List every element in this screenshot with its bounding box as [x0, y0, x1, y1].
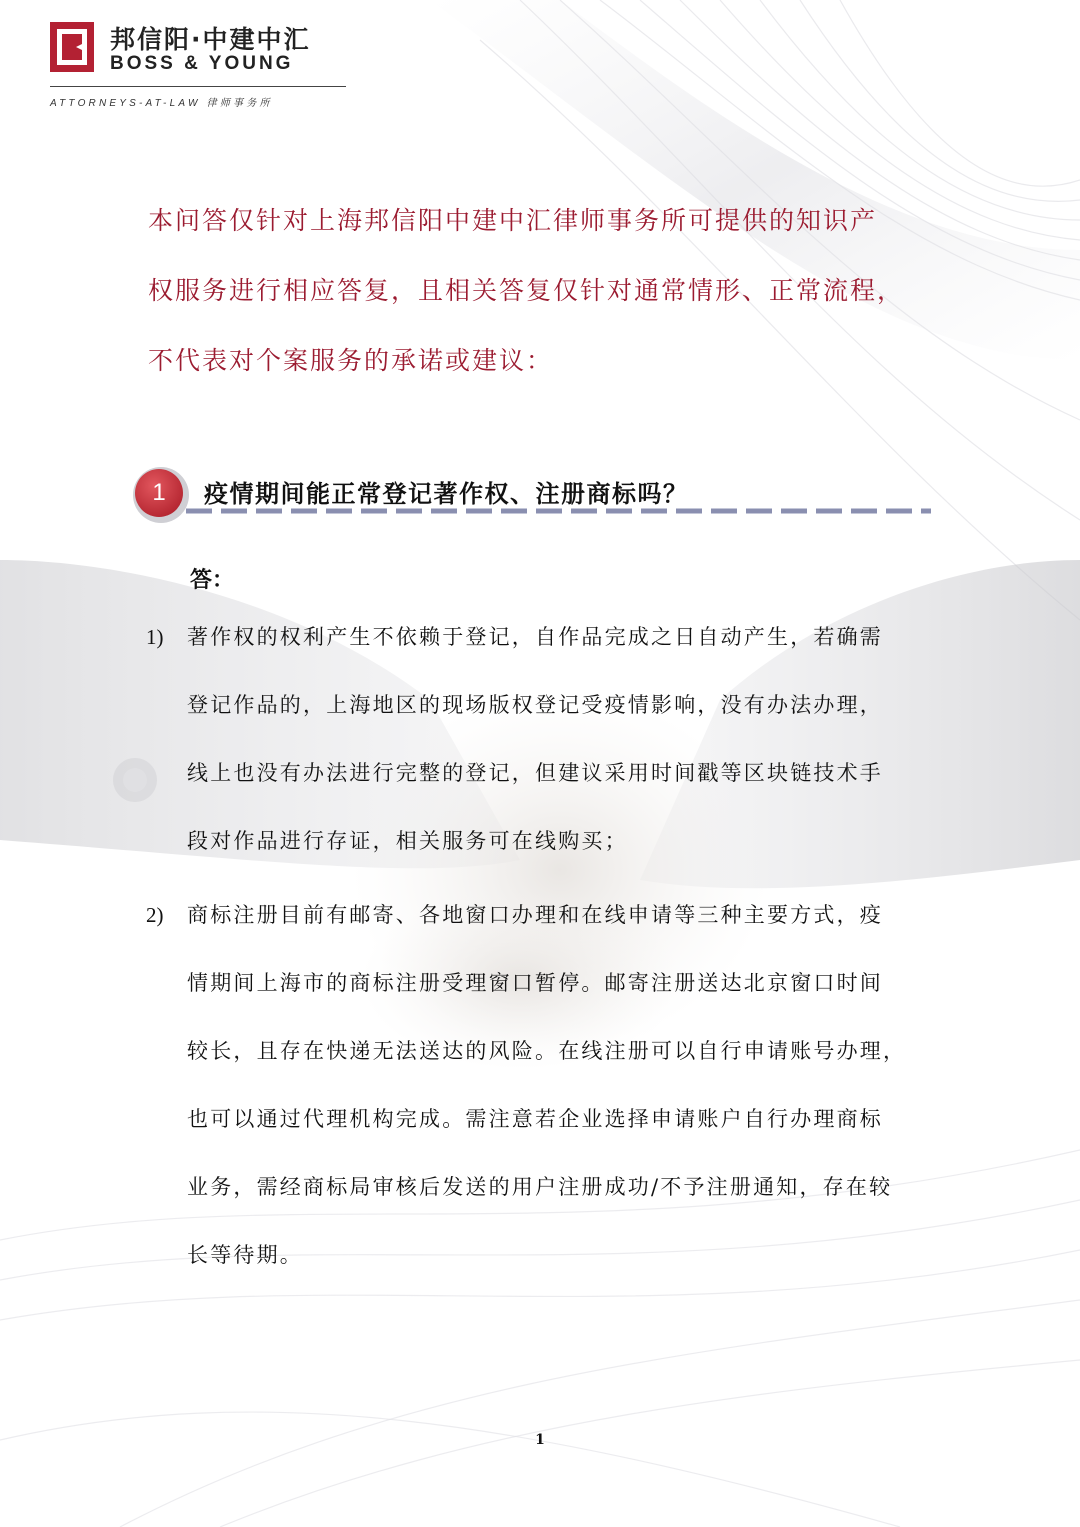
- answer-label: 答：: [190, 567, 235, 593]
- answer-line: 商标注册目前有邮寄、各地窗口办理和在线申请等三种主要方式，疫: [187, 903, 883, 927]
- disclaimer-line: 不代表对个案服务的承诺或建议：: [148, 346, 554, 375]
- firm-subtitle: ATTORNEYS-AT-LAW 律师事务所: [50, 98, 273, 109]
- answer-line: 著作权的权利产生不依赖于登记，自作品完成之日自动产生，若确需: [187, 625, 883, 649]
- answer-line: 长等待期。: [187, 1243, 303, 1267]
- answer-line: 业务，需经商标局审核后发送的用户注册成功/不予注册通知，存在较: [187, 1175, 893, 1199]
- disclaimer-paragraph: [148, 186, 948, 396]
- answer-line: 线上也没有办法进行完整的登记，但建议采用时间戳等区块链技术手: [187, 761, 883, 785]
- answer-line: 登记作品的，上海地区的现场版权登记受疫情影响，没有办法办理，: [187, 693, 883, 717]
- list-marker: 1): [146, 625, 164, 649]
- answer-line: 情期间上海市的商标注册受理窗口暂停。邮寄注册送达北京窗口时间: [187, 971, 883, 995]
- answer-line: 段对作品进行存证，相关服务可在线购买；: [187, 829, 628, 853]
- answer-line: 较长，且存在快递无法送达的风险。在线注册可以自行申请账号办理，: [187, 1039, 907, 1063]
- question-number: 1: [152, 479, 166, 506]
- list-marker: 2): [146, 903, 164, 927]
- answer-item: [146, 881, 946, 1289]
- answer-item: [146, 603, 946, 875]
- disclaimer-line: 本问答仅针对上海邦信阳中建中汇律师事务所可提供的知识产: [148, 206, 878, 235]
- page-number: 1: [535, 1432, 545, 1448]
- logo-divider: [50, 86, 346, 87]
- firm-name-english: BOSS & YOUNG: [110, 53, 294, 74]
- question-title: 疫情期间能正常登记著作权、注册商标吗？: [204, 479, 689, 508]
- firm-logo-icon: [50, 22, 94, 72]
- firm-name-chinese: 邦信阳·中建中汇: [110, 25, 311, 54]
- answer-line: 也可以通过代理机构完成。需注意若企业选择申请账户自行办理商标: [187, 1107, 883, 1131]
- disclaimer-line: 权服务进行相应答复，且相关答复仅针对通常情形、正常流程，: [148, 276, 905, 305]
